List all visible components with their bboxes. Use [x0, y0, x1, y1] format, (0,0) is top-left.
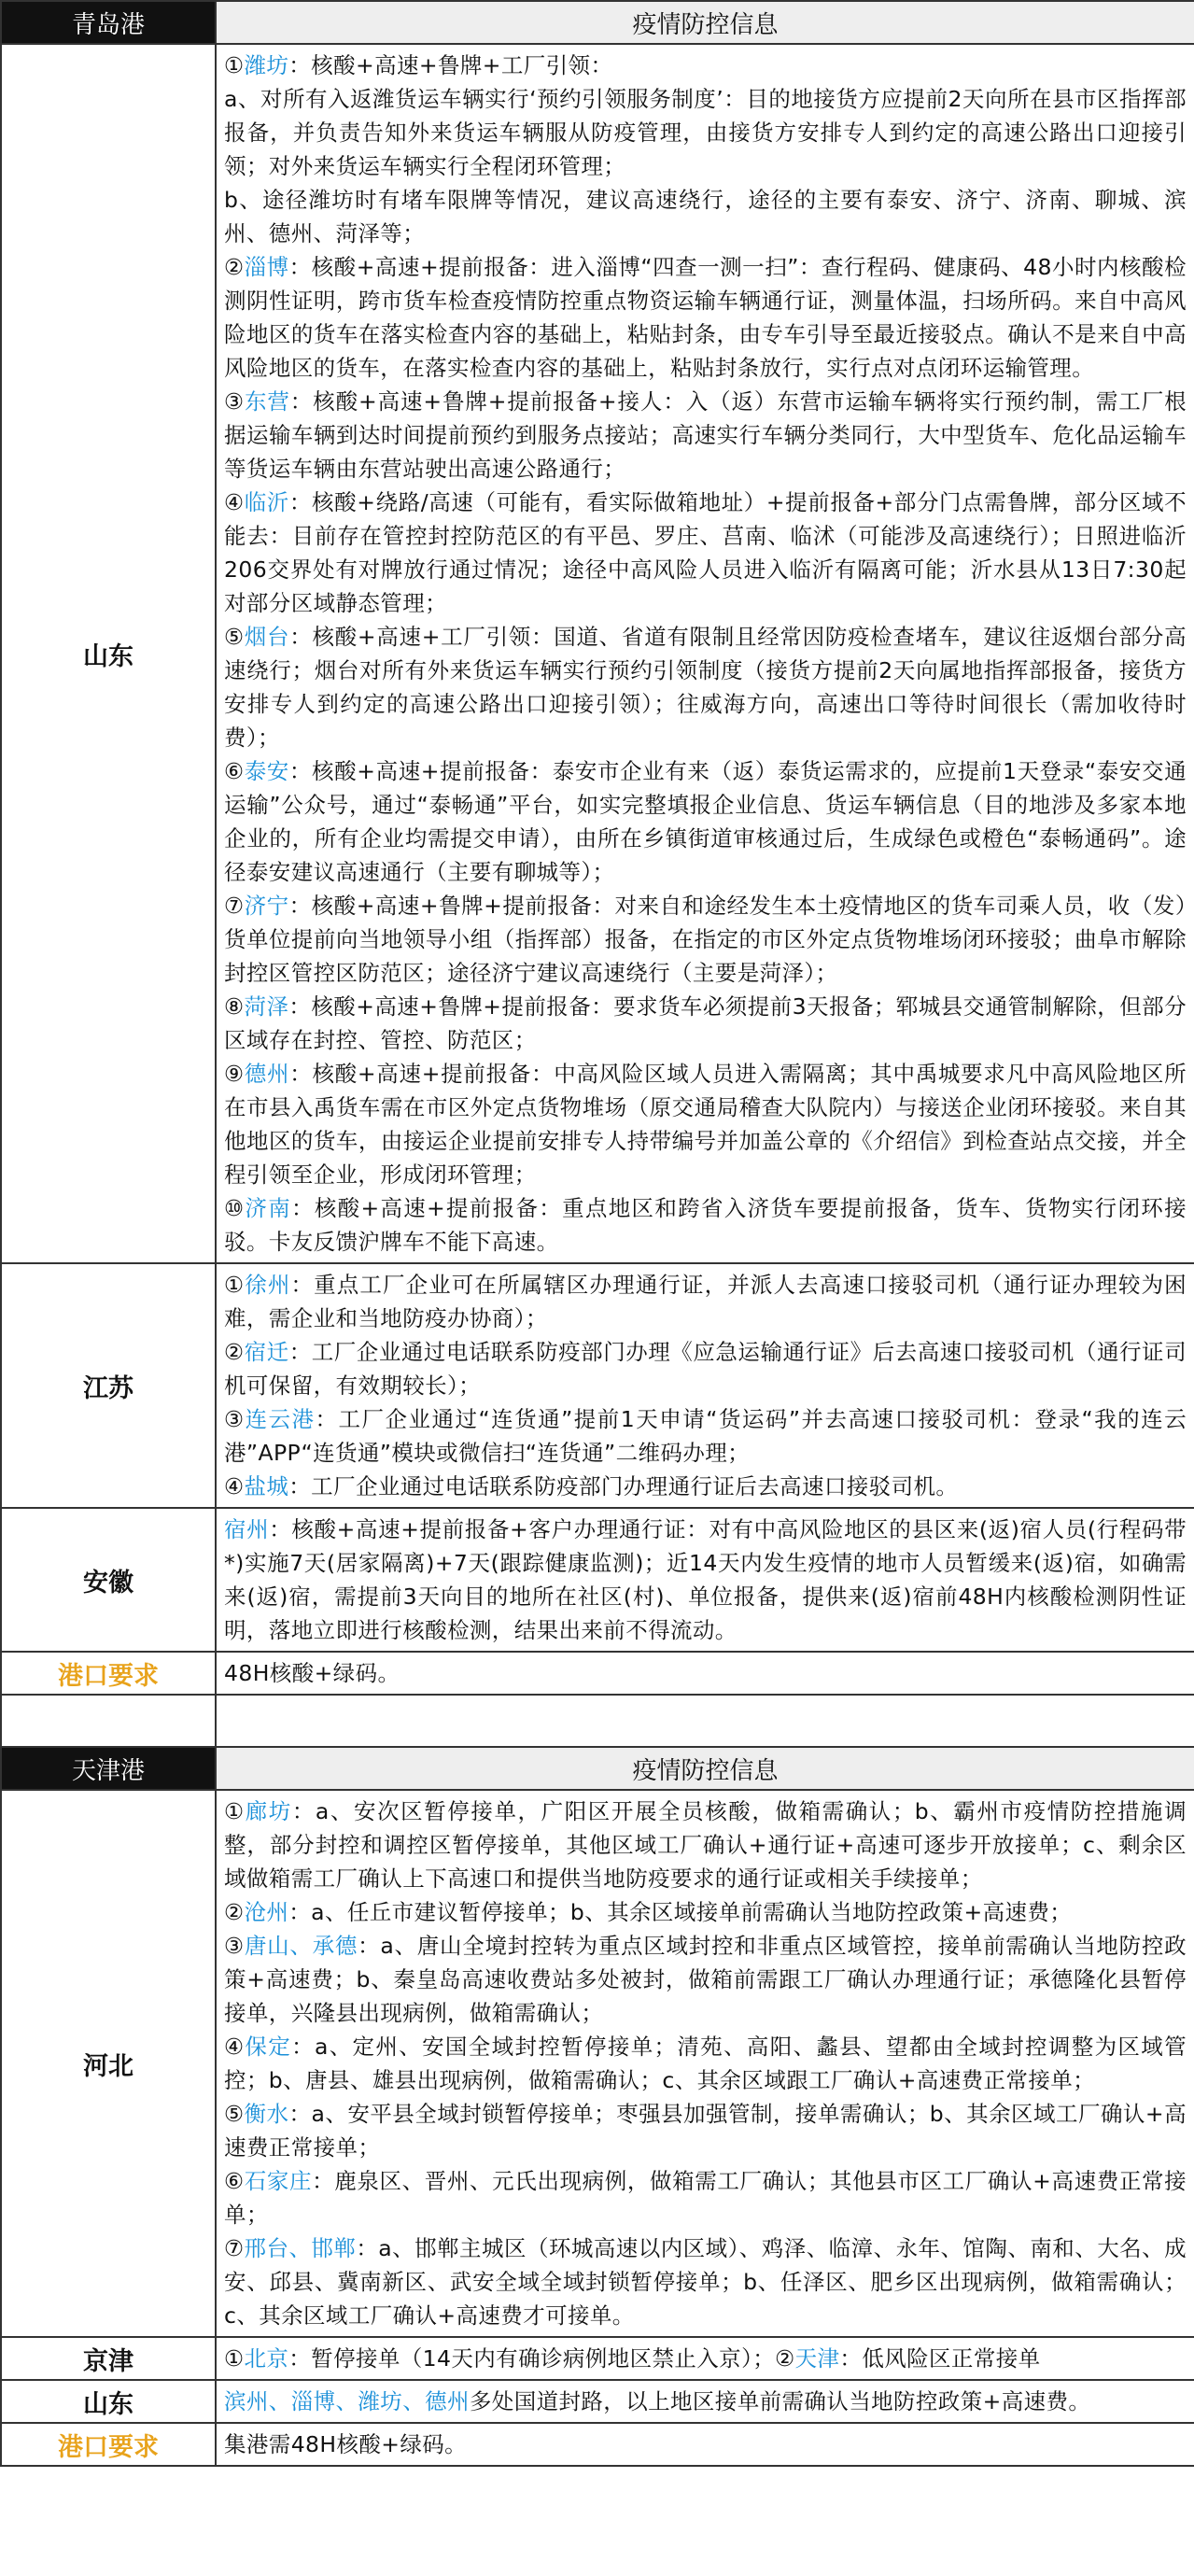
content-text: ② — [224, 254, 245, 280]
content-line — [224, 1402, 1187, 1470]
content-line — [224, 990, 1187, 1057]
content-text: ：核酸+高速+提前报备：泰安市企业有来（返）泰货运需求的，应提前1天登录“泰安交通运输”公众号，通过“泰畅通”平台，如实完整填报企业信息、货运车辆信息（目的地涉及多家本地企业的，所有企业均需提交申请），由所在乡镇街道审核通过后，生成绿色或橙色“泰畅通码”。途径泰安建议高速通行（主要有聊城等）； — [224, 758, 1187, 885]
content-line — [224, 250, 1187, 385]
port-name: 天津港 — [1, 1747, 216, 1790]
content-text: a、对所有入返潍货运车辆实行‘预约引领服务制度’：目的地接货方应提前2天向所在县市区指挥部报备，并负责告知外来货运车辆服从防疫管理，由接货方安排专人到约定的高速公路出口迎接引领；对外来货运车辆实行全程闭环管理； — [224, 86, 1187, 179]
region-label: 京津 — [1, 2337, 216, 2380]
content-text: ③ — [224, 1406, 246, 1432]
city-name: 北京 — [244, 2345, 289, 2372]
content-text: ：核酸+高速+提前报备：中高风险区域人员进入需隔离；其中禹城要求凡中高风险地区所在市县入禹货车需在市区外定点货物堆场（原交通局稽查大队院内）与接送企业闭环接驳。来自其他地区的货车，由接运企业提前安排专人持带编号并加盖公章的《介绍信》到检查站点交接，并全程引领至企业，形成闭环管理； — [224, 1061, 1187, 1188]
content-text: ④ — [224, 2034, 246, 2060]
content-line — [224, 1057, 1187, 1191]
region-row — [1, 44, 1194, 1263]
content-text: ：核酸+高速+鲁牌+提前报备：对来自和途经发生本土疫情地区的货车司乘人员，收（发）货单位提前向当地领导小组（指挥部）报备，在指定的市区外定点货物堆场闭环接驳；曲阜市解除封控区管控区防范区；途径济宁建议高速绕行（主要是菏泽）； — [224, 893, 1187, 986]
region-label: 山东 — [1, 44, 216, 1263]
region-row — [1, 1263, 1194, 1508]
content-line — [224, 754, 1187, 889]
content-text: ② — [224, 1339, 245, 1365]
content-text: ：重点工厂企业可在所属辖区办理通行证，并派人去高速口接驳司机（通行证办理较为困难，需企业和当地防疫办协商）； — [224, 1272, 1187, 1331]
content-line — [224, 49, 1187, 82]
city-name: 东营 — [244, 388, 290, 415]
city-name: 廊坊 — [245, 1798, 292, 1824]
city-name: 邢台、邯郸 — [244, 2235, 357, 2261]
content-text: ④ — [224, 489, 245, 515]
city-name: 连云港 — [245, 1406, 316, 1432]
content-text: ⑥ — [224, 758, 245, 784]
region-row — [1, 1508, 1194, 1652]
content-text: ⑤ — [224, 624, 245, 650]
port-requirement-row — [1, 1652, 1194, 1695]
content-text: ③ — [224, 388, 245, 415]
content-text: b、途径潍坊时有堵车限牌等情况，建议高速绕行，途径的主要有泰安、济宁、济南、聊城、滨州、德州、菏泽等； — [224, 187, 1187, 246]
city-name: 烟台 — [244, 624, 290, 650]
content-line — [224, 82, 1187, 183]
content-text: ⑨ — [224, 1061, 245, 1087]
content-text: ⑧ — [224, 993, 245, 1020]
city-name: 唐山、承德 — [244, 1933, 358, 1959]
city-name: 潍坊 — [244, 52, 289, 78]
content-text: ③ — [224, 1933, 245, 1959]
tianjin-header-row — [1, 1747, 1194, 1790]
region-content — [216, 2337, 1194, 2380]
region-label: 河北 — [1, 1790, 216, 2337]
content-line — [224, 1191, 1187, 1259]
city-name: 菏泽 — [244, 993, 289, 1020]
content-line — [224, 889, 1187, 990]
content-line — [224, 183, 1187, 250]
content-line — [224, 1895, 1187, 1929]
content-line — [224, 2385, 1187, 2418]
content-text: ① — [224, 2345, 245, 2372]
content-text: ：核酸+高速+鲁牌+提前报备：要求货车必须提前3天报备；郓城县交通管制解除，但部分区域存在封控、管控、防范区； — [224, 993, 1187, 1053]
content-line — [224, 1470, 1187, 1503]
city-name: 天津 — [794, 2345, 840, 2372]
content-line — [224, 2231, 1187, 2332]
region-row — [1, 2380, 1194, 2423]
region-content — [216, 1508, 1194, 1652]
content-text: ：核酸+高速+工厂引领：国道、省道有限制且经常因防疫检查堵车，建议往返烟台部分高速绕行；烟台对所有外来货运车辆实行预约引领制度（接货方提前2天向属地指挥部报备，接货方安排专人到约定的高速公路出口迎接引领）；往威海方向，高速出口等待时间很长（需加收待时费）； — [224, 624, 1187, 751]
region-label: 山东 — [1, 2380, 216, 2423]
port-name: 青岛港 — [1, 1, 216, 44]
section-title: 疫情防控信息 — [216, 1747, 1194, 1790]
region-content — [216, 2380, 1194, 2423]
region-content — [216, 1790, 1194, 2337]
port-requirement-text: 集港需48H核酸+绿码。 — [216, 2423, 1194, 2466]
content-text: ⑦ — [224, 893, 245, 919]
content-text: ：核酸+高速+鲁牌+工厂引领： — [288, 52, 613, 78]
city-name: 石家庄 — [244, 2168, 313, 2194]
section-gap — [1, 1695, 1194, 1747]
content-text: ：a、唐山全境封控转为重点区域封控和非重点区域管控，接单前需确认当地防控政策+高速费；b、秦皇岛高速收费站多处被封，做箱前需跟工厂确认办理通行证；承德隆化县暂停接单，兴隆县出现病例，做箱需确认； — [224, 1933, 1187, 2026]
content-line — [224, 2030, 1187, 2097]
region-label: 江苏 — [1, 1263, 216, 1508]
content-text: 多处国道封路，以上地区接单前需确认当地防控政策+高速费。 — [469, 2388, 1091, 2414]
city-name: 宿迁 — [244, 1339, 289, 1365]
city-name: 宿州 — [224, 1516, 270, 1542]
region-row — [1, 2337, 1194, 2380]
content-text: ：a、任丘市建议暂停接单；b、其余区域接单前需确认当地防控政策+高速费； — [288, 1899, 1073, 1925]
city-name: 济南 — [245, 1195, 292, 1221]
content-line — [224, 2097, 1187, 2164]
city-name: 临沂 — [244, 489, 289, 515]
content-text: ：核酸+高速+提前报备：进入淄博“四查一测一扫”：查行程码、健康码、48小时内核酸检测阴性证明，跨市货车检查疫情防控重点物资运输车辆通行证，测量体温，扫场所码。来自中高风险地区的货车在落实检查内容的基础上，粘贴封条，由专车引导至最近接驳点。确认不是来自中高风险地区的货车，在落实检查内容的基础上，粘贴封条放行，实行点对点闭环运输管理。 — [224, 254, 1187, 381]
content-line — [224, 2342, 1187, 2375]
content-text: ：核酸+高速+鲁牌+提前报备+接人：入（返）东营市运输车辆将实行预约制，需工厂根据运输车辆到达时间提前预约到服务点接站；高速实行车辆分类同行，大中型货车、危化品运输车等货运车辆由东营站驶出高速公路通行； — [224, 388, 1187, 482]
city-name: 淄博 — [244, 254, 289, 280]
section-title: 疫情防控信息 — [216, 1, 1194, 44]
content-text: ① — [224, 1272, 246, 1298]
city-name: 泰安 — [244, 758, 289, 784]
content-text: ① — [224, 1798, 246, 1824]
content-text: ：a、安平县全域封锁暂停接单；枣强县加强管制，接单需确认；b、其余区域工厂确认+高速费正常接单； — [224, 2101, 1187, 2161]
city-name: 衡水 — [244, 2101, 289, 2127]
content-line — [224, 1513, 1187, 1647]
content-text: ：工厂企业通过电话联系防疫部门办理通行证后去高速口接驳司机。 — [288, 1473, 959, 1499]
region-content — [216, 44, 1194, 1263]
city-name: 徐州 — [245, 1272, 291, 1298]
port-requirement-label: 港口要求 — [1, 2423, 216, 2466]
content-text: ⑤ — [224, 2101, 245, 2127]
city-name: 济宁 — [244, 893, 289, 919]
city-name: 沧州 — [244, 1899, 289, 1925]
content-line — [224, 1929, 1187, 2030]
content-text: ：低风险区正常接单 — [839, 2345, 1041, 2372]
content-line — [224, 2164, 1187, 2231]
content-line — [224, 620, 1187, 754]
port-requirement-label: 港口要求 — [1, 1652, 216, 1695]
content-text: ④ — [224, 1473, 245, 1499]
content-text: ：a、邯郸主城区（环城高速以内区域）、鸡泽、临漳、永年、馆陶、南和、大名、成安、邱县、冀南新区、武安全域全域封锁暂停接单；b、任泽区、肥乡区出现病例，做箱需确认；c、其余区域工厂确认+高速费才可接单。 — [224, 2235, 1187, 2329]
port-requirement-row — [1, 2423, 1194, 2466]
region-content — [216, 1263, 1194, 1508]
content-line — [224, 1268, 1187, 1335]
content-text: ：a、定州、安国全域封控暂停接单；清苑、高阳、蠡县、望都由全域封控调整为区域管控；b、唐县、雄县出现病例，做箱需确认；c、其余区域跟工厂确认+高速费正常接单； — [224, 2034, 1187, 2093]
city-name: 保定 — [245, 2034, 292, 2060]
content-line — [224, 1795, 1187, 1895]
content-text: ：核酸+高速+提前报备+客户办理通行证：对有中高风险地区的县区来(返)宿人员(行程码带*)实施7天(居家隔离)+7天(跟踪健康监测)；近14天内发生疫情的地市人员暂缓来(返)宿，如确需来(返)宿，需提前3天向目的地所在社区(村)、单位报备，提供来(返)宿前48H内核酸检测阴性证明，落地立即进行核酸检测，结果出来前不得流动。 — [224, 1516, 1187, 1643]
content-line — [224, 486, 1187, 620]
city-name: 滨州、淄博、潍坊、德州 — [224, 2388, 470, 2414]
content-text: ：工厂企业通过“连货通”提前1天申请“货运码”并去高速口接驳司机：登录“我的连云港”APP“连货通”模块或微信扫“连货通”二维码办理； — [224, 1406, 1187, 1466]
content-text: ⑥ — [224, 2168, 245, 2194]
city-name: 盐城 — [244, 1473, 289, 1499]
content-text: ：核酸+绕路/高速（可能有，看实际做箱地址）+提前报备+部分门点需鲁牌，部分区域不能去：目前存在管控封控防范区的有平邑、罗庄、莒南、临沭（可能涉及高速绕行）；日照进临沂206交界处有对牌放行通过情况；途径中高风险人员进入临沂有隔离可能；沂水县从13日7:30起对部分区域静态管理； — [224, 489, 1187, 616]
content-line — [224, 1335, 1187, 1402]
content-text: ：鹿泉区、晋州、元氏出现病例，做箱需工厂确认；其他县市区工厂确认+高速费正常接单； — [224, 2168, 1187, 2228]
content-text: ⑩ — [224, 1195, 246, 1221]
content-text: ② — [224, 1899, 245, 1925]
content-line — [224, 385, 1187, 486]
region-label: 安徽 — [1, 1508, 216, 1652]
content-text: ① — [224, 52, 245, 78]
content-text: ：a、安次区暂停接单，广阳区开展全员核酸，做箱需确认；b、霸州市疫情防控措施调整，部分封控和调控区暂停接单，其他区域工厂确认+通行证+高速可逐步开放接单；c、剩余区域做箱需工厂确认上下高速口和提供当地防疫要求的通行证或相关手续接单； — [224, 1798, 1187, 1892]
content-text: ：核酸+高速+提前报备：重点地区和跨省入济货车要提前报备，货车、货物实行闭环接驳。卡友反馈沪牌车不能下高速。 — [224, 1195, 1187, 1255]
content-text: ⑦ — [224, 2235, 245, 2261]
qingdao-header-row — [1, 1, 1194, 44]
content-text: ：工厂企业通过电话联系防疫部门办理《应急运输通行证》后去高速口接驳司机（通行证司机可保留，有效期较长）； — [224, 1339, 1187, 1399]
content-text: ：暂停接单（14天内有确诊病例地区禁止入京）；② — [288, 2345, 795, 2372]
region-row — [1, 1790, 1194, 2337]
city-name: 德州 — [244, 1061, 290, 1087]
port-requirement-text: 48H核酸+绿码。 — [216, 1652, 1194, 1695]
